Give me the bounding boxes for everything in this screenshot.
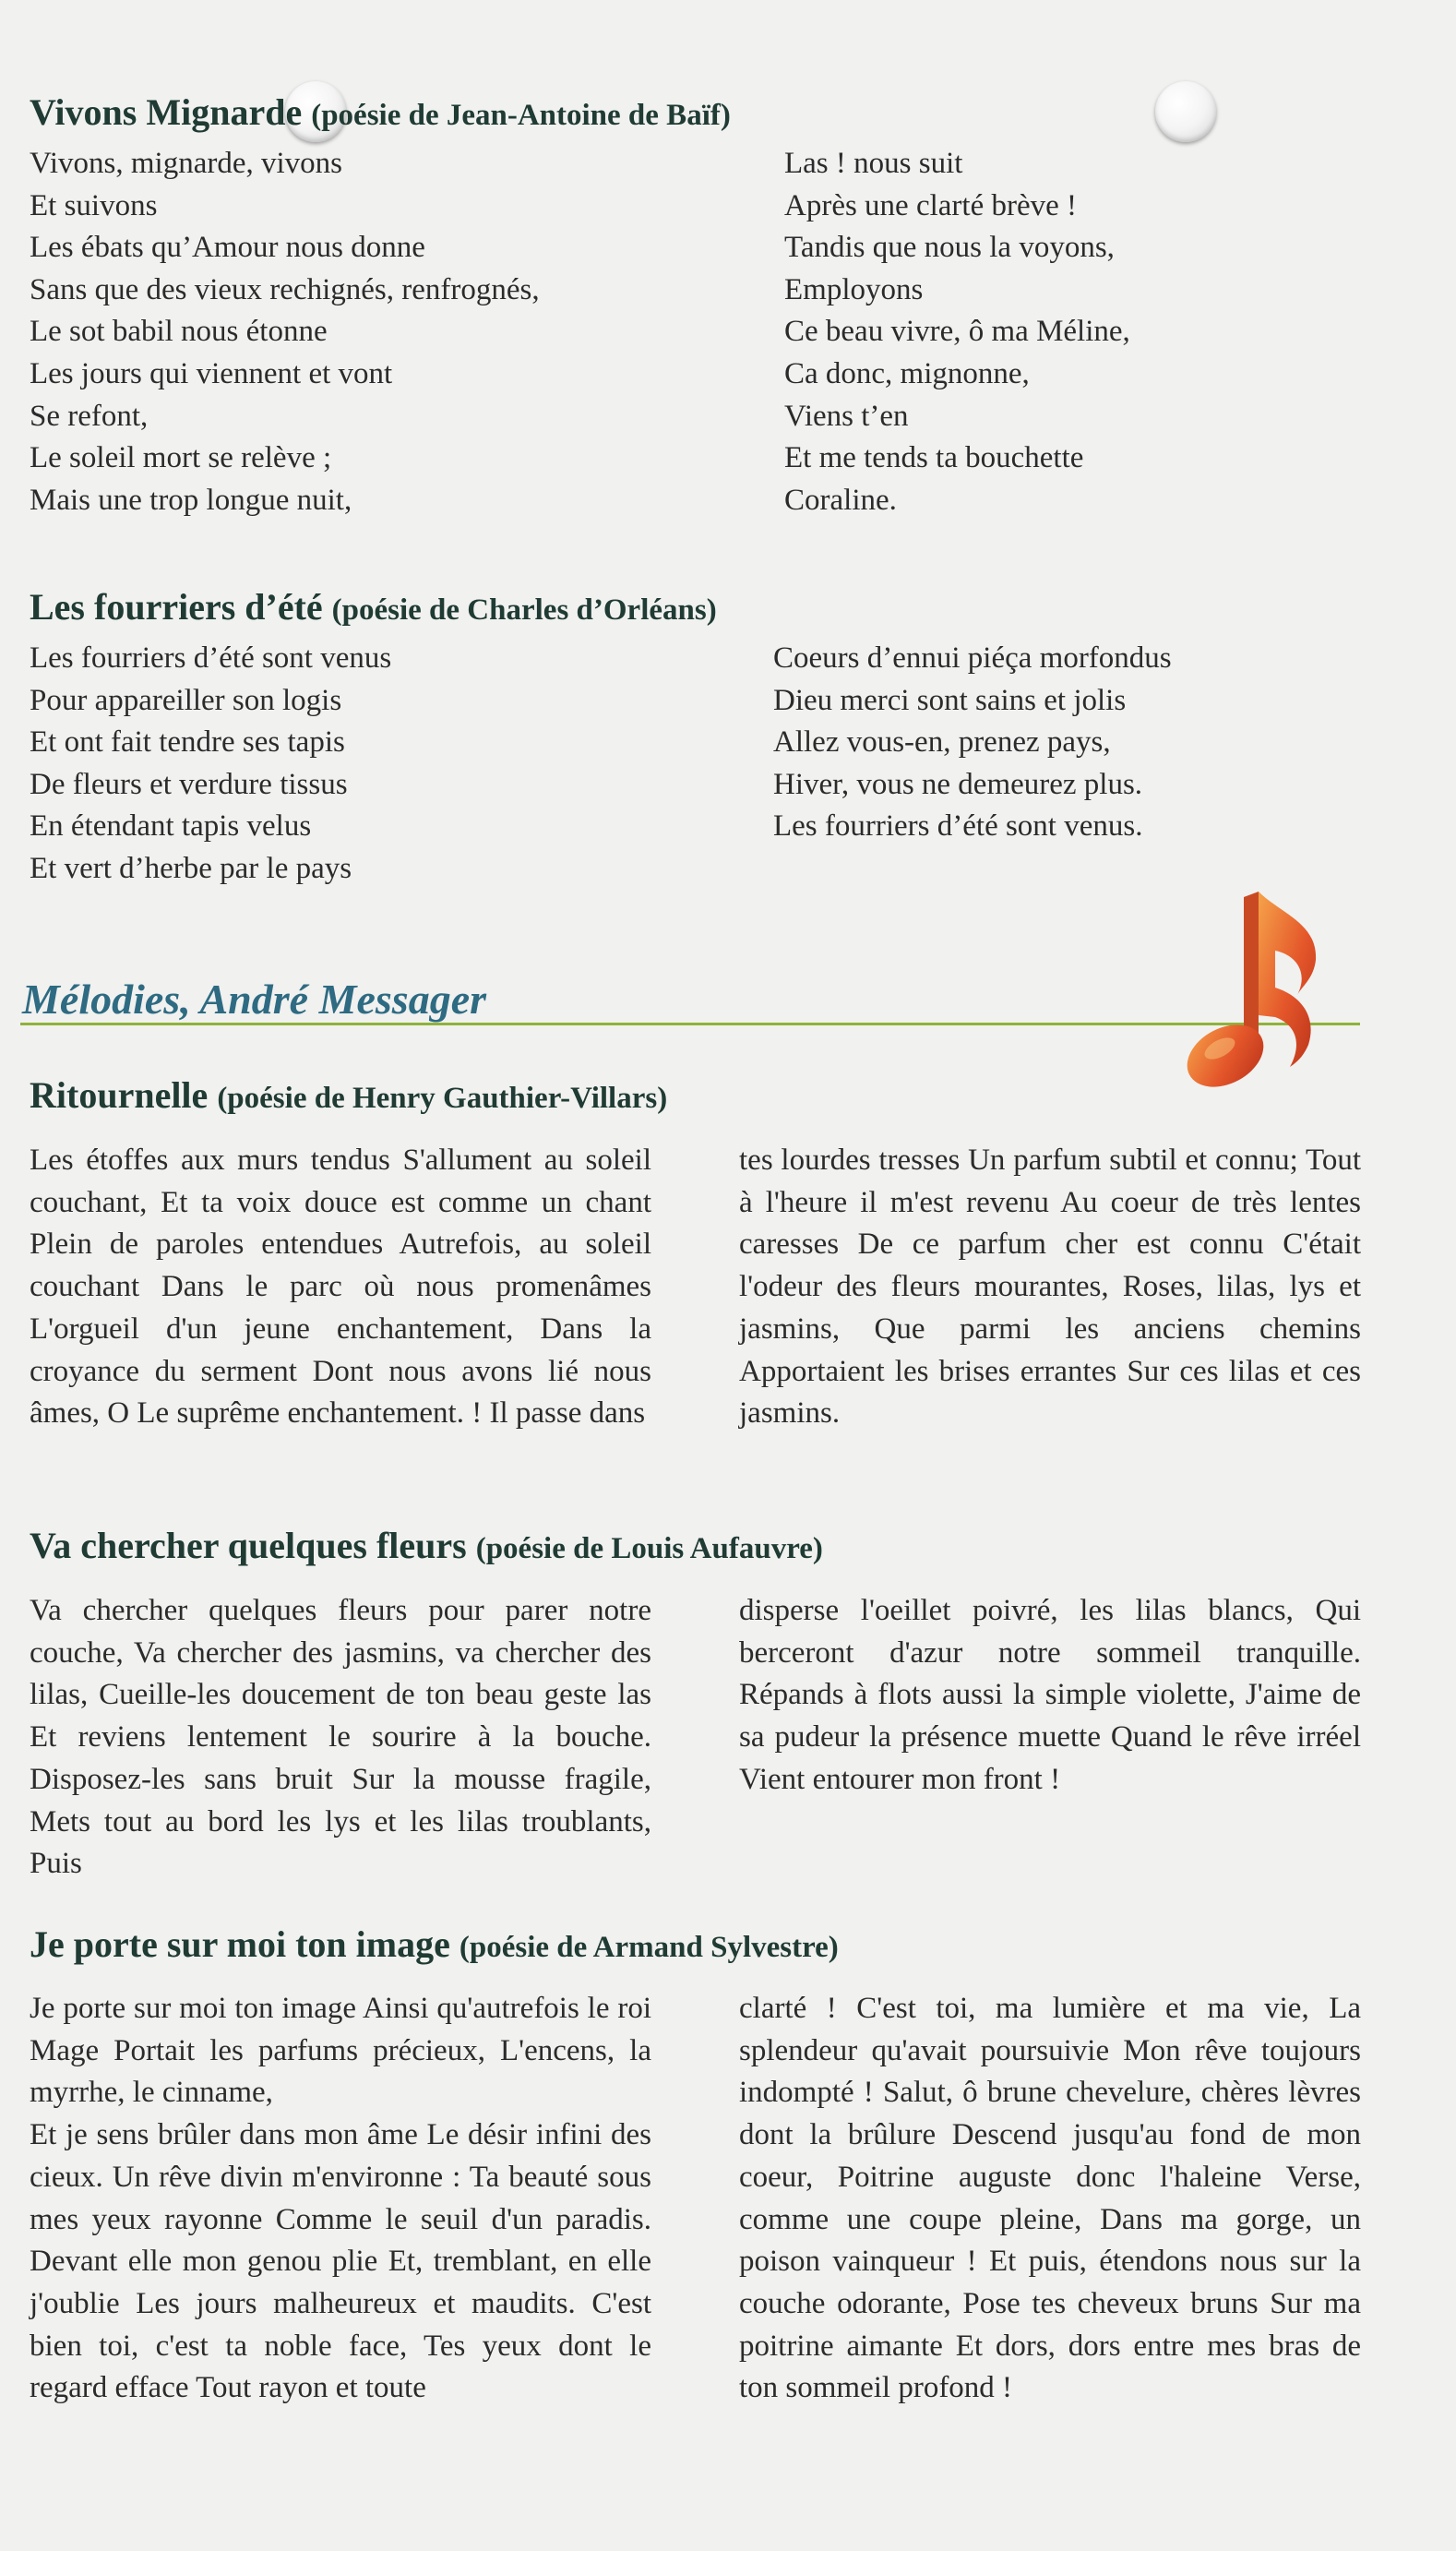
verse-line: De fleurs et verdure tissus (30, 767, 348, 801)
prose-paragraph: Et je sens brûler dans mon âme Le désir infini des cieux. Un rêve divin m'environne : Ta beauté sous mes yeux rayonne Comme le seuil d'un paradis. Devant elle mon genou plie Et, tremblant, en elle j'oublie Les jours malheureux et maudits. C'est bien toi, c'est ta noble face, Tes yeux dont le regard efface Tout rayon et toute (30, 2118, 651, 2405)
poem-title-fourriers (30, 585, 1367, 632)
verse-line: Employons (784, 272, 924, 306)
verse-line: Allez vous-en, prenez pays, (773, 725, 1111, 760)
verse-line: Se refont, (30, 399, 149, 433)
composer-heading: Mélodies, André Messager (22, 976, 487, 1023)
prose-column-right: clarté ! C'est toi, ma lumière et ma vie, La splendeur qu'avait poursuivie Mon rêve toujours indompté ! Salut, ô brune chevelure, chères lèvres dont la brûlure Descend jusqu'au fond de mon coeur, Poitrine auguste donc l'haleine Verse, comme une coupe pleine, Dans ma gorge, un poison vainqueur ! Et puis, étendons nous sur la couche odorante, Pose tes cheveux bruns Sur ma poitrine aimante Et dors, dors entre mes bras de ton sommeil profond ! (739, 1992, 1361, 2405)
verse-column-left (30, 638, 391, 891)
prose-column-right: tes lourdes tresses Un parfum subtil et connu; Tout à l'heure il m'est revenu Au coeur de très lentes caresses De ce parfum cher est connu C'était l'odeur des fleurs mourantes, Roses, lilas, lys et jasmins, Que parmi les anciens chemins Apportaient les brises errantes Sur ces lilas et ces jasmins. (739, 1144, 1361, 1431)
poem-credit: (poésie de Jean-Antoine de Baïf) (311, 99, 731, 132)
prose-column-right: disperse l'oeillet poivré, les lilas blancs, Qui berceront d'azur notre sommeil tranquille. Répands à flots aussi la simple violette, J'aime de sa pudeur la présence muette Quand le rêve irréel Vient entourer mon front ! (739, 1594, 1361, 1796)
verse-line: Sans que des vieux rechignés, renfrognés, (30, 272, 540, 306)
title-text: Je porte sur moi ton image (30, 1923, 450, 1965)
verse-column-right (773, 638, 1172, 848)
verse-line: Le soleil mort se relève ; (30, 441, 332, 475)
poem-credit: (poésie de Louis Aufauvre) (475, 1532, 823, 1565)
prose-column-left: Les étoffes aux murs tendus S'allument au soleil couchant, Et ta voix douce est comme un chant Plein de paroles entendues Autrefois, au soleil couchant Dans le parc où nous promenâmes L'orgueil d'un jeune enchantement, Dans la croyance du serment Dont nous avons lié nous âmes, O Le suprême enchantement. ! Il passe dans (30, 1144, 651, 1431)
verse-line: Pour appareiller son logis (30, 683, 342, 717)
prose-columns (30, 1140, 1367, 1491)
verse-line: Tandis que nous la voyons, (784, 231, 1115, 265)
verse-line: Dieu merci sont sains et jolis (773, 683, 1127, 717)
section-vivons-mignarde (30, 90, 1367, 531)
verse-column-left (30, 143, 540, 521)
verse-line: Après une clarté brève ! (784, 188, 1077, 222)
section-les-fourriers (30, 585, 1367, 905)
verse-line: Coraline. (784, 483, 897, 517)
title-text: Ritournelle (30, 1074, 209, 1116)
poem-credit: (poésie de Armand Sylvestre) (459, 1931, 839, 1964)
title-text: Les fourriers d’été (30, 586, 323, 628)
poem-columns (30, 143, 1367, 531)
prose-column-left: Va chercher quelques fleurs pour parer notre couche, Va chercher des jasmins, va chercher des lilas, Cueille-les doucement de ton beau geste las Et reviens lentement le sourire à la bouche. Disposez-les sans bruit Sur la mousse fragile, Mets tout au bord les lys et les lilas troublants, Puis (30, 1594, 651, 1881)
verse-line: Les fourriers d’été sont venus (30, 641, 392, 675)
verse-line: Coeurs d’ennui piéça morfondus (773, 641, 1172, 675)
prose-paragraph: Je porte sur moi ton image Ainsi qu'autrefois le roi Mage Portait les parfums précieux, L'encens, la myrrhe, le cinname, (30, 1992, 651, 2110)
poem-credit: (poésie de Henry Gauthier-Villars) (217, 1082, 668, 1115)
poem-columns (30, 638, 1367, 905)
verse-line: Et me tends ta bouchette (784, 441, 1084, 475)
section-je-porte (30, 1922, 1367, 2505)
verse-line: Et ont fait tendre ses tapis (30, 725, 345, 760)
verse-line: Viens t’en (784, 399, 909, 433)
poem-title-vivons (30, 90, 1367, 138)
verse-line: Ca donc, mignonne, (784, 356, 1030, 390)
poem-credit: (poésie de Charles d’Orléans) (331, 593, 717, 627)
section-ritournelle (30, 1073, 1367, 1491)
verse-line: Le sot babil nous étonne (30, 315, 328, 349)
verse-line: Et vert d’herbe par le pays (30, 851, 352, 885)
verse-line: Les jours qui viennent et vont (30, 356, 393, 390)
title-text: Vivons Mignarde (30, 91, 303, 133)
verse-line: Vivons, mignarde, vivons (30, 147, 342, 180)
poem-title-je-porte (30, 1922, 1367, 1970)
verse-line: Mais une trop longue nuit, (30, 483, 352, 517)
prose-column-left (30, 1988, 651, 2410)
title-text: Va chercher quelques fleurs (30, 1525, 467, 1566)
verse-line: Les fourriers d’été sont venus. (773, 809, 1143, 844)
verse-line: Las ! nous suit (784, 147, 963, 180)
verse-line: Hiver, vous ne demeurez plus. (773, 767, 1143, 801)
poem-title-va-chercher (30, 1524, 1367, 1571)
green-divider (20, 1023, 1360, 1025)
verse-line: En étendant tapis velus (30, 809, 312, 844)
prose-columns (30, 1988, 1367, 2505)
prose-columns (30, 1590, 1367, 1904)
verse-line: Les ébats qu’Amour nous donne (30, 231, 425, 265)
poem-title-ritournelle (30, 1073, 1367, 1120)
verse-column-right (784, 143, 1130, 521)
section-va-chercher (30, 1524, 1367, 1904)
verse-line: Ce beau vivre, ô ma Méline, (784, 315, 1130, 349)
verse-line: Et suivons (30, 188, 158, 222)
